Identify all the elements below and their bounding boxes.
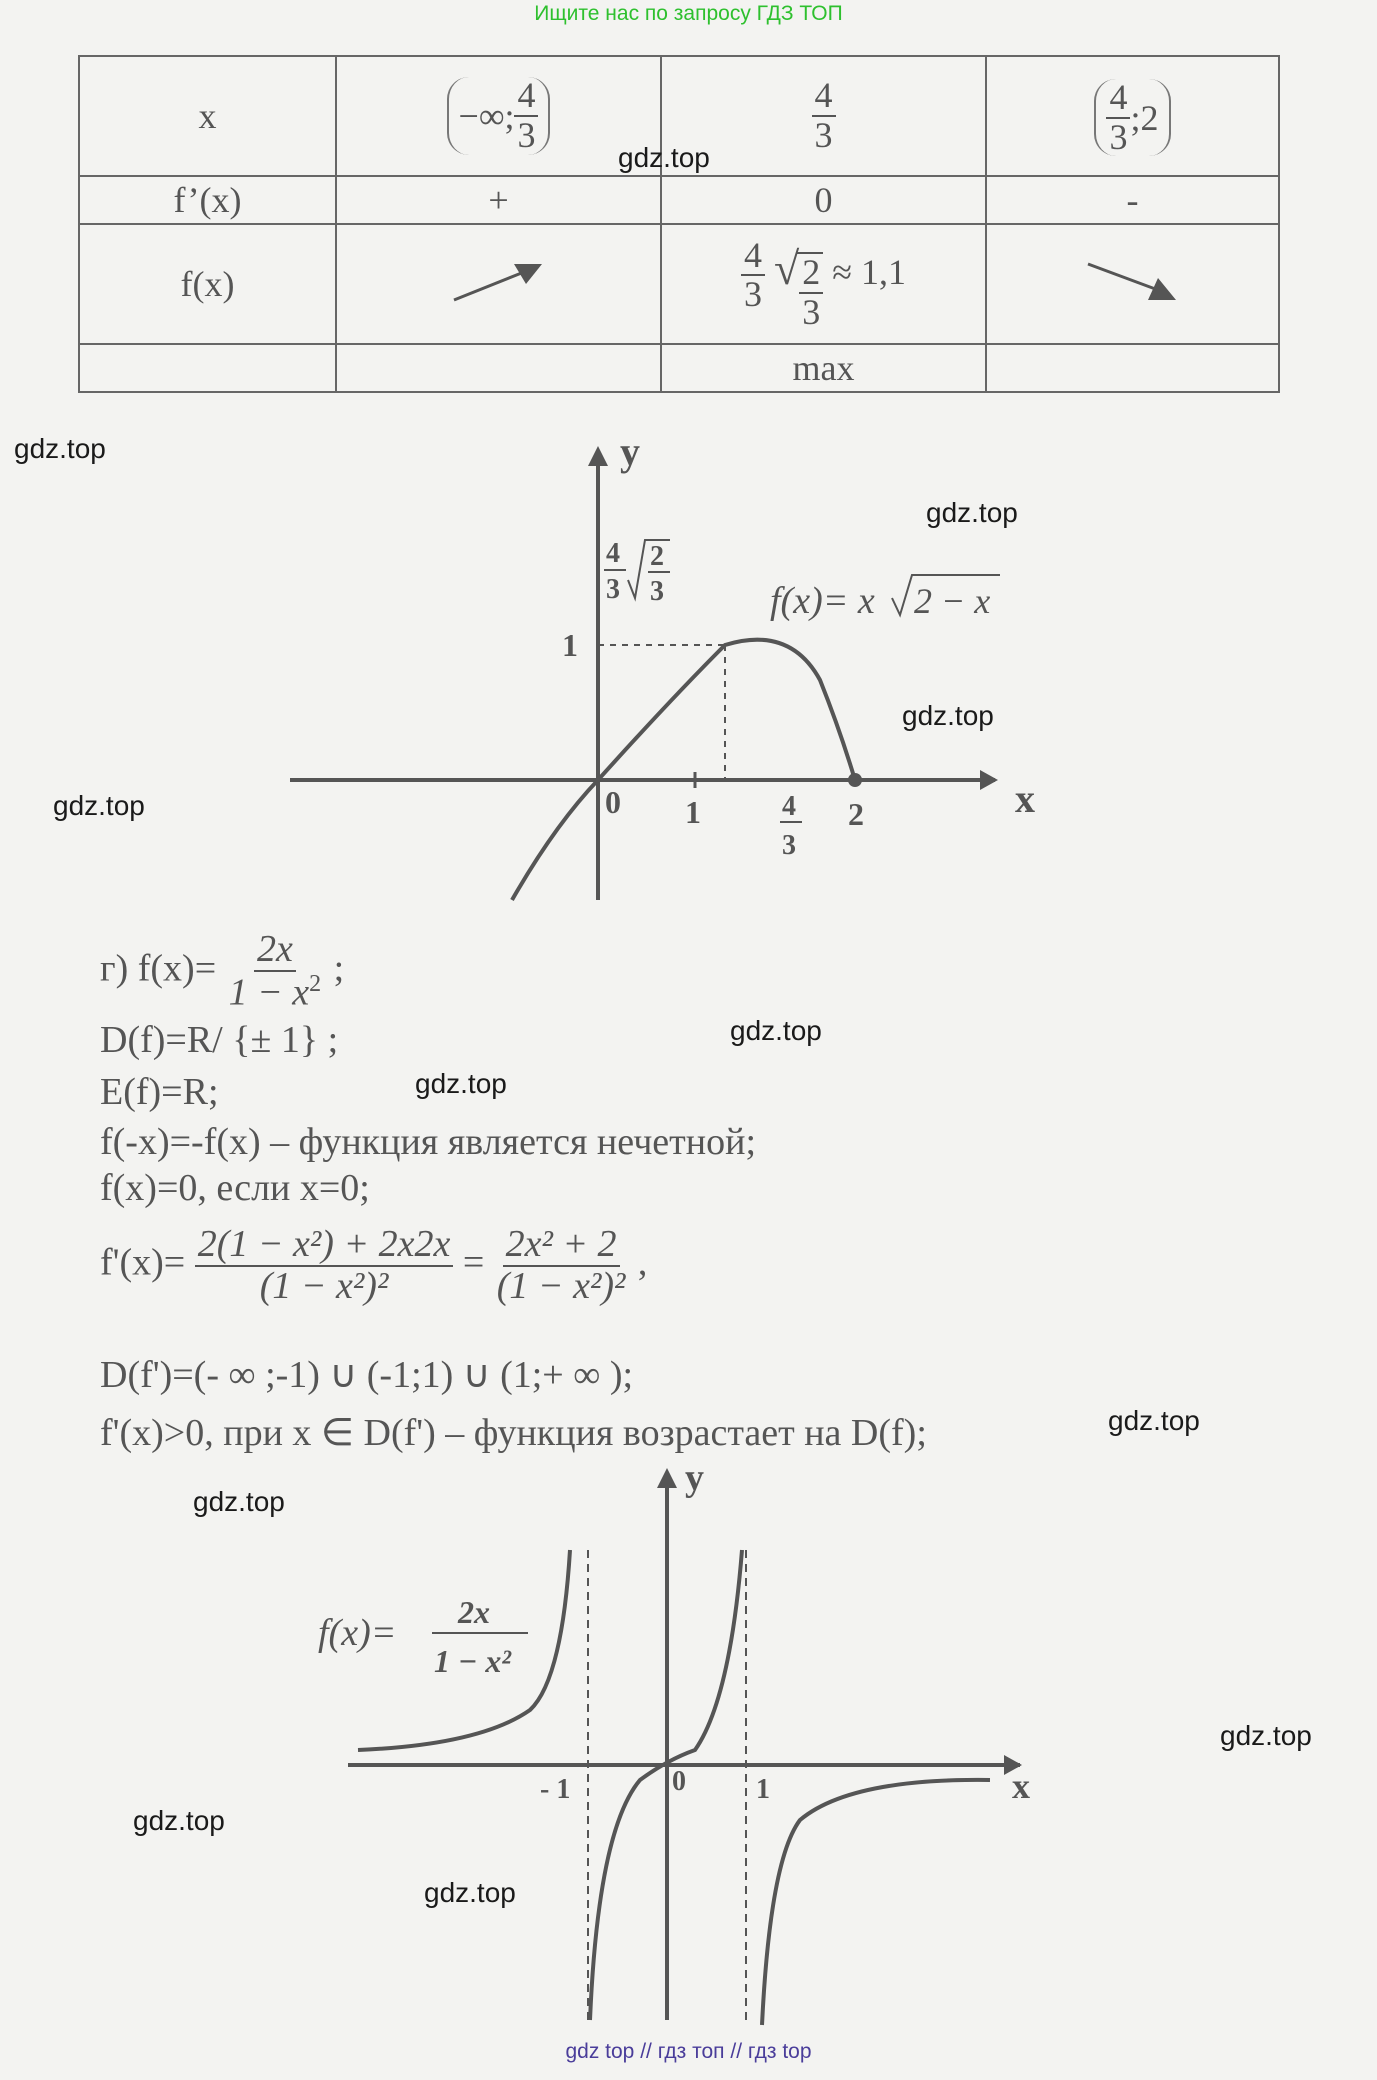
frac-den: 1 − x [228, 971, 310, 1014]
tick-0: 0 [605, 784, 621, 820]
func-label-1: f(x)= x [770, 580, 875, 622]
line1-prefix: г) f(x)= [100, 947, 217, 990]
frac-num: 4 [741, 237, 765, 277]
label-root-num: 2 [650, 541, 664, 572]
x-arrow-icon [980, 770, 998, 790]
line6-frac2 [494, 1225, 629, 1307]
increasing-arrow-icon [444, 250, 554, 310]
func-label-2-num: 2x [458, 1594, 490, 1630]
watermark: gdz.top [926, 497, 1018, 528]
frac-num: 2 [799, 254, 823, 294]
cell-extremum: max [661, 344, 986, 392]
cell-empty [986, 344, 1279, 392]
tick-1: 1 [685, 794, 701, 830]
critical-point-frac [812, 77, 836, 155]
interval-1 [447, 77, 551, 155]
part-g-line1 [100, 930, 344, 1013]
interval-3 [1094, 76, 1170, 157]
watermark: gdz.top [1220, 1720, 1312, 1751]
frac-den: 3 [517, 115, 536, 155]
tick-1: 1 [756, 1774, 770, 1805]
interval-1-prefix: −∞; [458, 96, 515, 136]
frac-den: 3 [802, 291, 821, 332]
label-coef-den: 3 [606, 574, 620, 605]
frac-num: 2(1 − x²) + 2x2x [195, 1225, 454, 1267]
watermark: gdz.top [424, 1877, 516, 1908]
fval-approx: ≈ 1,1 [832, 251, 906, 292]
frac-num: 4 [812, 77, 836, 117]
sign-table [78, 55, 1280, 393]
tick-43-num: 4 [782, 791, 796, 822]
interval-3-suffix: ;2 [1130, 97, 1159, 138]
watermark: gdz.top [415, 1068, 507, 1099]
tick-43-den: 3 [782, 830, 796, 861]
line1-suffix: ; [333, 947, 345, 990]
part-g-line3: E(f)=R; [100, 1071, 219, 1113]
cell-empty [79, 344, 336, 392]
watermark: gdz.top [193, 1486, 285, 1517]
footer-link[interactable]: gdz top // гдз топ // гдз top [565, 2040, 812, 2063]
func-label-2-den: 1 − x² [434, 1643, 511, 1679]
fval-coef [741, 234, 765, 315]
watermark: gdz.top [902, 700, 994, 731]
cell-fp-2: 0 [661, 176, 986, 224]
fval-root-frac [799, 251, 823, 332]
axis-y-label: y [685, 1460, 704, 1499]
frac-num: 2x² + 2 [503, 1225, 620, 1267]
frac-num: 2x [254, 930, 296, 972]
part-g-line2: D(f)=R/ {± 1} ; [100, 1019, 339, 1061]
cell-interval-3 [986, 56, 1279, 176]
watermark: gdz.top [133, 1805, 225, 1836]
line1-frac [226, 930, 325, 1013]
tick-m1: - 1 [540, 1774, 571, 1805]
sqrt-icon: √ [773, 242, 800, 294]
decreasing-arrow-icon [1078, 250, 1188, 310]
frac-num: 4 [514, 77, 538, 117]
cell-fp-1: + [336, 176, 661, 224]
table-row-f [79, 224, 1279, 344]
part-g-line6 [100, 1225, 647, 1307]
label-root-den: 3 [650, 576, 664, 607]
axis-x-label: x [1015, 776, 1035, 821]
part-g-line8: f'(x)>0, при x ∈ D(f') – функция возрастает на D(f); [100, 1412, 927, 1454]
part-g-line5: f(x)=0, если x=0; [100, 1167, 370, 1209]
watermark: gdz.top [730, 1015, 822, 1046]
frac-num: 4 [1106, 79, 1130, 119]
cell-x-label: x [79, 56, 336, 176]
y-arrow-icon [588, 446, 608, 466]
table-row-extremum [79, 344, 1279, 392]
watermark: gdz.top [53, 790, 145, 821]
part-g-line7: D(f')=(- ∞ ;-1) ∪ (-1;1) ∪ (1;+ ∞ ); [100, 1354, 634, 1396]
part-g-line4: f(-x)=-f(x) – функция является нечетной; [100, 1121, 757, 1163]
interval-3-frac [1106, 76, 1130, 157]
line6-suffix: , [637, 1241, 648, 1284]
frac-den: (1 − x²)² [259, 1264, 389, 1307]
cell-f-2 [661, 224, 986, 344]
label-coef-num: 4 [606, 538, 620, 569]
curve-f1 [512, 640, 855, 900]
tick-0: 0 [672, 1766, 686, 1797]
fval-root [797, 252, 823, 332]
y-arrow-icon [657, 1468, 677, 1488]
watermark: gdz.top [14, 433, 106, 464]
line6-eq: = [462, 1241, 485, 1284]
cell-f-3 [986, 224, 1279, 344]
line6-frac1 [195, 1225, 454, 1307]
func-label-2: f(x)= [318, 1612, 397, 1654]
frac-den: 3 [814, 115, 833, 155]
axis-x-label: x [1012, 1766, 1030, 1806]
frac-den: (1 − x²)² [496, 1264, 626, 1307]
point-2 [848, 773, 862, 787]
graph-2 [300, 1460, 1060, 2030]
frac-den-sup: 2 [309, 970, 322, 997]
tick-y1: 1 [562, 627, 578, 663]
search-hint-link[interactable]: Ищите нас по запросу ГДЗ ТОП [534, 2, 843, 25]
frac-den: 3 [743, 274, 762, 315]
cell-fp-3: - [986, 176, 1279, 224]
tick-2: 2 [848, 796, 864, 832]
cell-fp-label: f’(x) [79, 176, 336, 224]
cell-f-label: f(x) [79, 224, 336, 344]
line6-prefix: f'(x)= [100, 1241, 186, 1284]
table-row-fp [79, 176, 1279, 224]
func-label-1-root: 2 − x [914, 581, 991, 621]
cell-empty [336, 344, 661, 392]
axis-y-label: y [620, 430, 640, 474]
interval-1-frac [514, 77, 538, 155]
cell-f-1 [336, 224, 661, 344]
watermark: gdz.top [618, 142, 710, 173]
cell-interval-1 [336, 56, 661, 176]
curve-right-branch [762, 1780, 990, 2025]
watermark: gdz.top [1108, 1405, 1200, 1436]
frac-den: 3 [1109, 116, 1128, 157]
